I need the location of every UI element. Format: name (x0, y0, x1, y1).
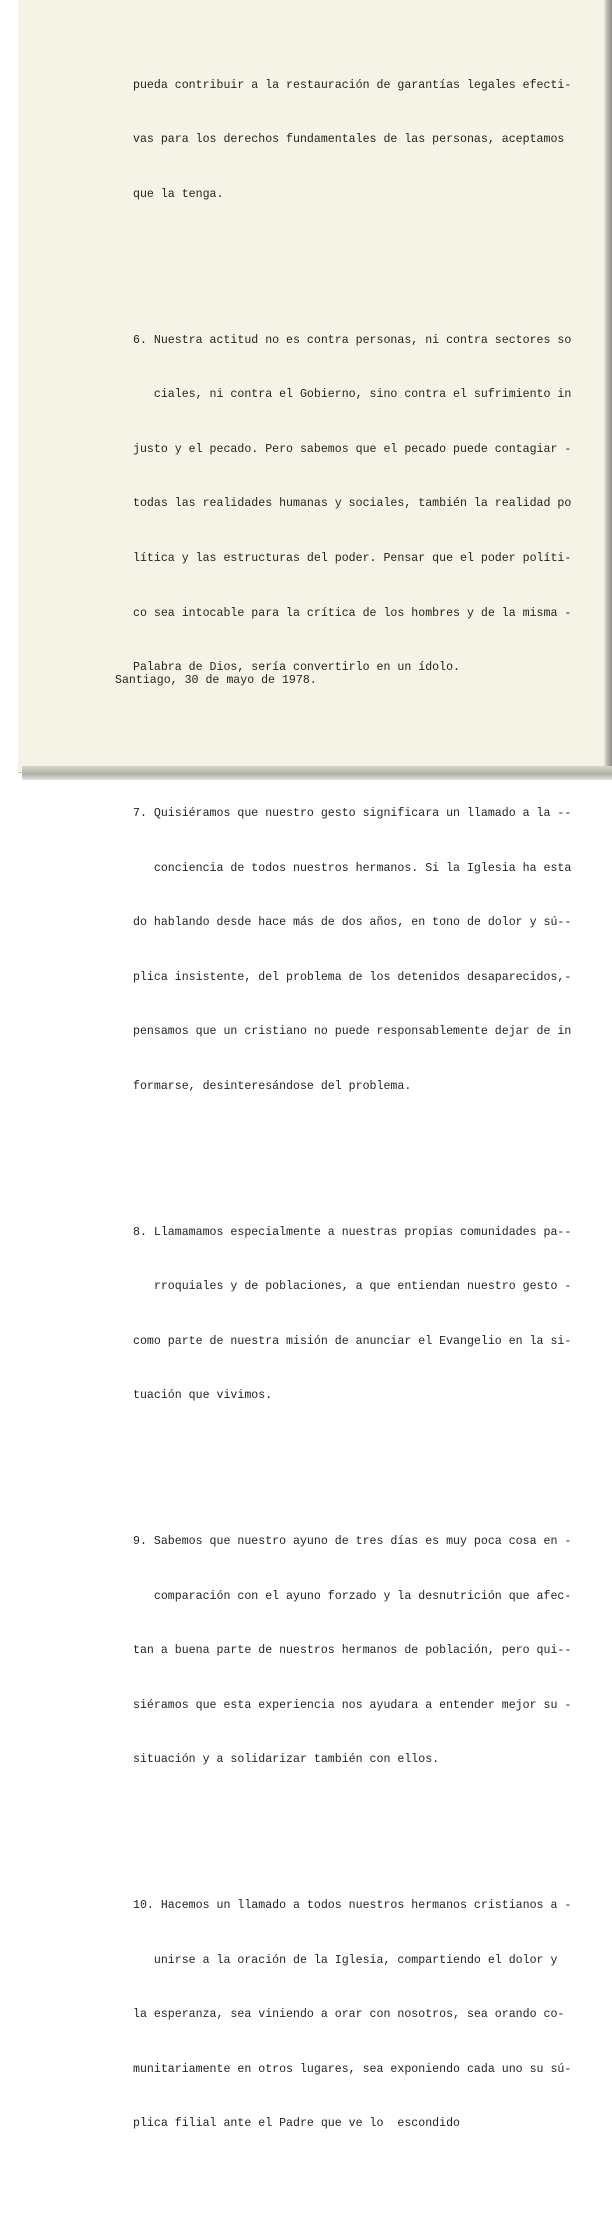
document-page (18, 0, 612, 2131)
text-line: situación y a solidarizar también con ellos. (133, 1753, 440, 1767)
paragraph-7 (133, 769, 593, 1133)
text-line: todas las realidades humanas y sociales, también la realidad po (133, 497, 572, 511)
text-line: 8. Llamamamos especialmente a nuestras propias comunidades pa-- (133, 1225, 572, 1239)
text-line: unirse a la oración de la Iglesia, compartiendo el dolor y (133, 1953, 558, 1967)
scan-edge-shadow (604, 0, 612, 780)
text-line: ciales, ni contra el Gobierno, sino contra el sufrimiento in (133, 388, 572, 402)
text-line: Palabra de Dios, sería convertirlo en un ídolo. (133, 661, 460, 675)
text-line: rroquiales y de poblaciones, a que entiendan nuestro gesto - (133, 1280, 572, 1294)
text-line: 10. Hacemos un llamado a todos nuestros hermanos cristianos a - (133, 1899, 572, 1913)
paragraph-6 (133, 295, 593, 714)
text-line: co sea intocable para la crítica de los hombres y de la misma - (133, 606, 572, 620)
text-line: 7. Quisiéramos que nuestro gesto significara un llamado a la -- (133, 806, 572, 820)
text-line: 9. Sabemos que nuestro ayuno de tres días es muy poca cosa en - (133, 1535, 572, 1548)
text-line: pueda contribuir a la restauración de garantías legales efecti- (133, 78, 572, 92)
text-line: siéramos que esta experiencia nos ayudara a entender mejor su - (133, 1698, 572, 1712)
paragraph-intro (133, 40, 593, 240)
text-line: munitariamente en otros lugares, sea exponiendo cada uno su sú- (133, 2062, 572, 2076)
text-line: justo y el pecado. Pero sabemos que el pecado puede contagiar - (133, 442, 572, 456)
text-line: como parte de nuestra misión de anunciar el Evangelio en la si- (133, 1334, 572, 1348)
paragraph-9 (133, 1497, 593, 1806)
text-line: que la tenga. (133, 188, 224, 202)
scan-bottom-shadow (22, 766, 612, 780)
text-line: conciencia de todos nuestros hermanos. Si la Iglesia ha esta (133, 861, 572, 875)
document-body (133, 4, 593, 2225)
date-line: Santiago, 30 de mayo de 1978. (115, 674, 317, 687)
text-line: tuación que vivimos. (133, 1389, 273, 1403)
paragraph-10 (133, 1861, 593, 2170)
paragraph-8 (133, 1187, 593, 1442)
text-line: plica filial ante el Padre que ve lo escondido (133, 2117, 460, 2131)
text-line: lítica y las estructuras del poder. Pensar que el poder políti- (133, 552, 572, 566)
text-line: la esperanza, sea viniendo a orar con nosotros, sea orando co- (133, 2008, 565, 2022)
text-line: comparación con el ayuno forzado y la desnutrición que afec- (133, 1589, 572, 1603)
text-line: pensamos que un cristiano no puede responsablemente dejar de in (133, 1025, 572, 1039)
text-line: vas para los derechos fundamentales de las personas, aceptamos (133, 133, 565, 147)
text-line: tan a buena parte de nuestros hermanos de población, pero qui-- (133, 1644, 572, 1658)
text-line: do hablando desde hace más de dos años, en tono de dolor y sú-- (133, 916, 572, 930)
text-line: 6. Nuestra actitud no es contra personas, ni contra sectores so (133, 333, 572, 347)
text-line: plica insistente, del problema de los detenidos desaparecidos,- (133, 970, 572, 984)
text-line: formarse, desinteresándose del problema. (133, 1079, 412, 1093)
